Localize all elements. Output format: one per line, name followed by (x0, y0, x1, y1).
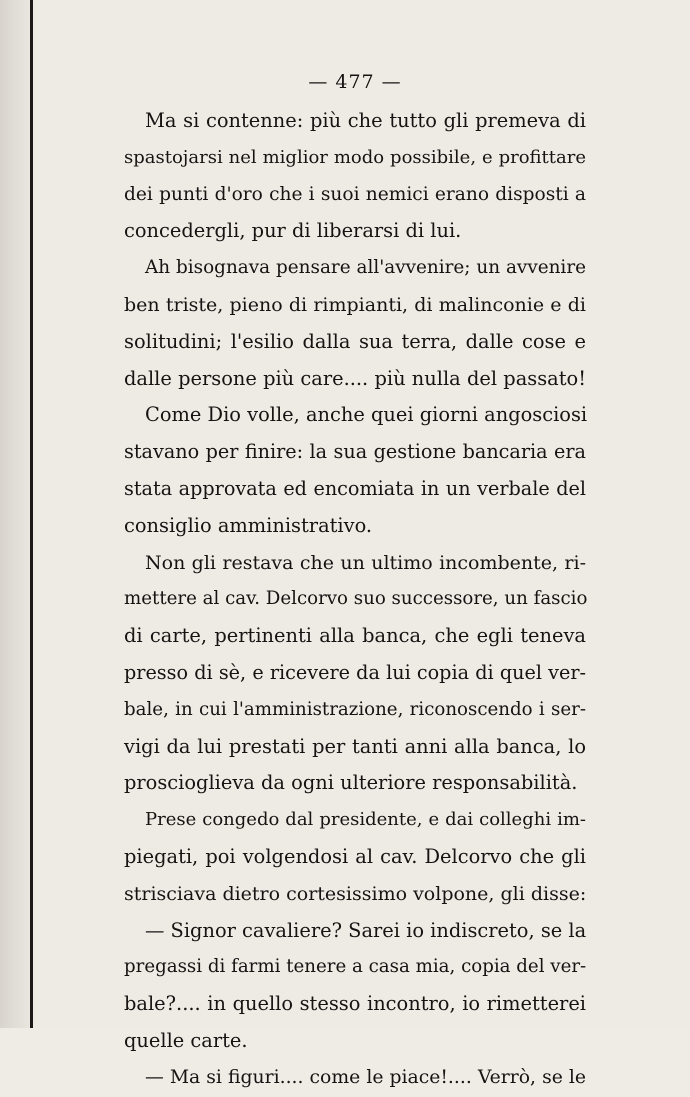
text-line: spastojarsi nel miglior modo possibile, e profittare (124, 146, 586, 168)
text-line: quelle carte. (124, 1028, 248, 1052)
text-line: di carte, pertinenti alla banca, che egli teneva (124, 624, 586, 648)
text-line: — Ma si figuri.... come le piace!.... Verrò, se le (145, 1066, 586, 1088)
text-line: bale, in cui l'amministrazione, riconoscendo i ser- (124, 698, 586, 720)
text-line: Come Dio volle, anche quei giorni angosciosi (145, 403, 588, 427)
text-line: piegati, poi volgendosi al cav. Delcorvo che gli (124, 844, 586, 868)
text-line: solitudini; l'esilio dalla sua terra, dalle cose e (124, 329, 586, 353)
binding-shadow (0, 0, 30, 1028)
body-text (124, 103, 586, 1097)
text-line: consiglio amministrativo. (124, 513, 373, 537)
text-line: Ma si contenne: più che tutto gli premeva di (145, 109, 586, 132)
page-number: — 477 — (308, 71, 402, 93)
text-line: ben triste, pieno di rimpianti, di malinconie e di (124, 293, 586, 316)
text-line: stata approvata ed encomiata in un verbale del (124, 476, 586, 500)
text-line: concedergli, pur di liberarsi di lui. (124, 219, 462, 243)
text-line: pregassi di farmi tenere a casa mia, copia del ver- (124, 956, 587, 978)
text-line: Non gli restava che un ultimo incombente, ri- (145, 551, 586, 574)
binding-edge (30, 0, 33, 1028)
text-line: mettere al cav. Delcorvo suo successore, un fascio (124, 588, 588, 610)
text-line: proscioglieva da ogni ulteriore responsabilità. (124, 771, 578, 795)
text-line: Ah bisognava pensare all'avvenire; un avvenire (145, 257, 586, 279)
text-line: stavano per finire: la sua gestione bancaria era (124, 440, 586, 464)
text-line: dei punti d'oro che i suoi nemici erano disposti a (124, 183, 586, 205)
text-line: dalle persone più care.... più nulla del passato! (124, 366, 586, 390)
text-line: Prese congedo dal presidente, e dai colleghi im- (145, 809, 586, 831)
text-line: vigi da lui prestati per tanti anni alla banca, lo (124, 734, 586, 758)
text-line: presso di sè, e ricevere da lui copia di quel ver- (124, 660, 586, 684)
text-line: — Signor cavaliere? Sarei io indiscreto, se la (145, 918, 587, 942)
text-line: bale?.... in quello stesso incontro, io rimetterei (124, 992, 586, 1016)
text-line: strisciava dietro cortesissimo volpone, gli disse: (124, 882, 587, 905)
